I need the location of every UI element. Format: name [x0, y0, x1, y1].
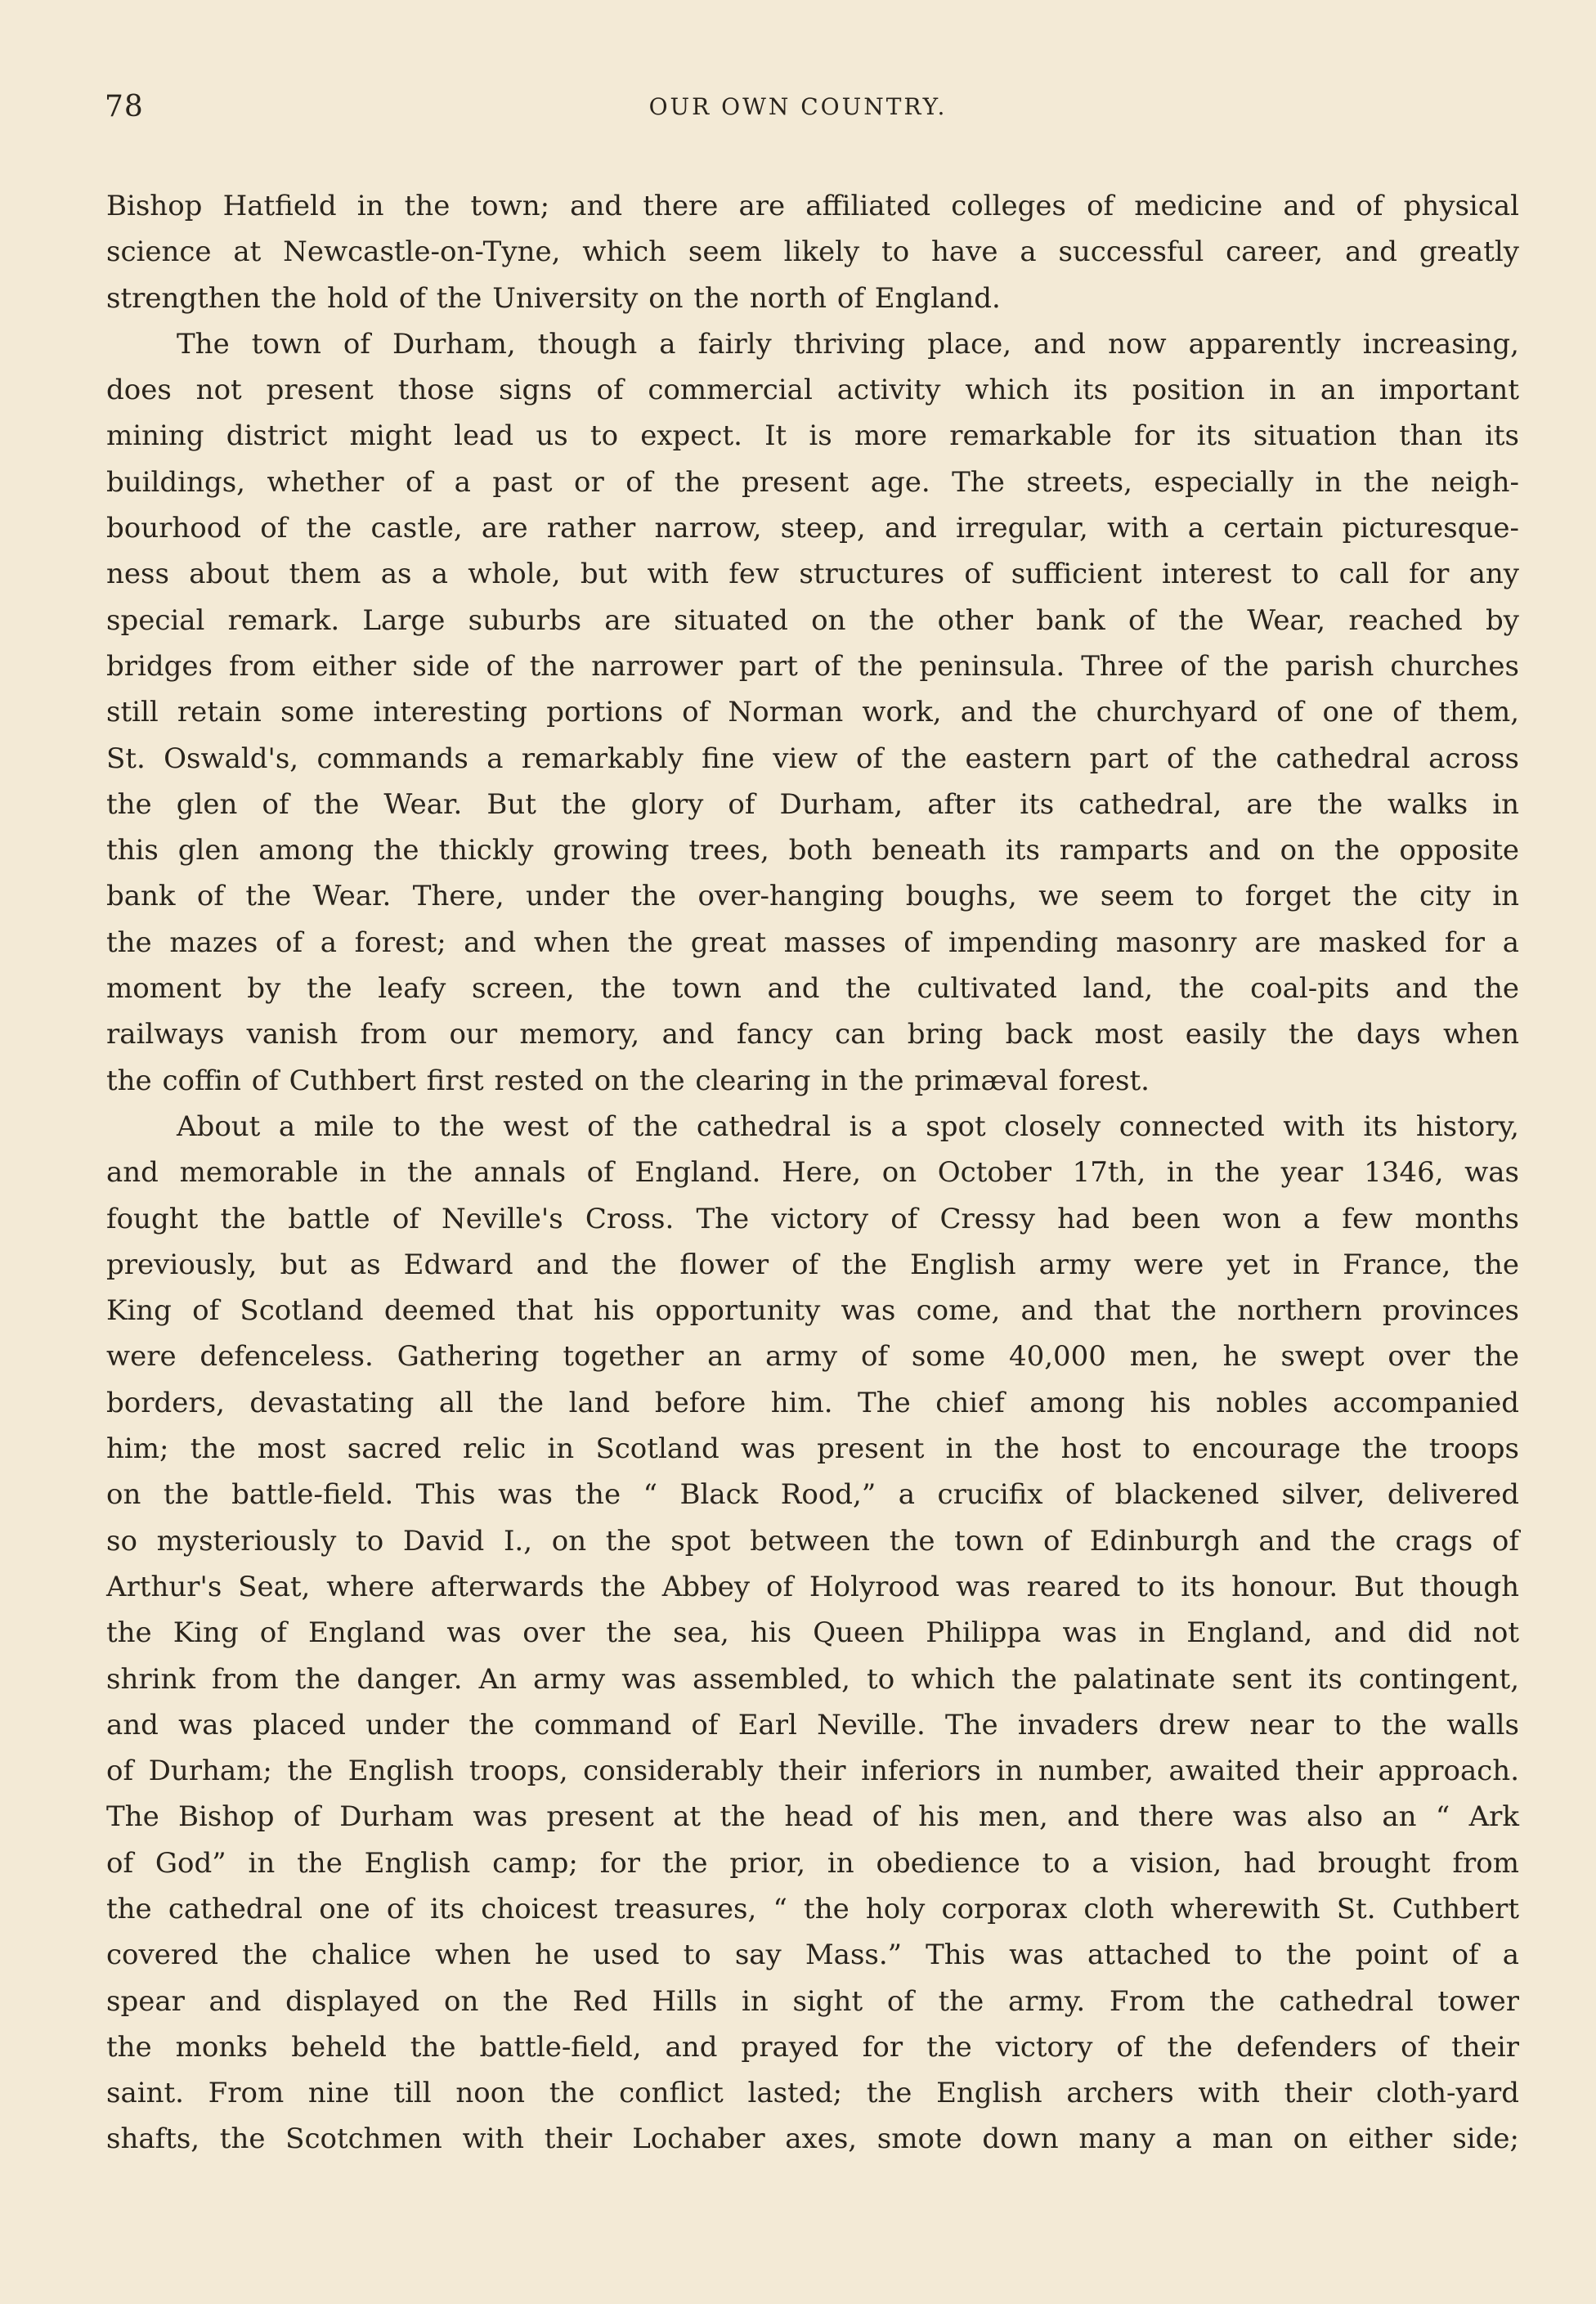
text-line: special remark. Large suburbs are situated on the other bank of the Wear, reached by: [106, 603, 1519, 637]
text-line: the coffin of Cuthbert first rested on the clearing in the primæval forest.: [106, 1064, 1150, 1097]
text-line: shrink from the danger. An army was assembled, to which the palatinate sent its contingent,: [106, 1662, 1519, 1696]
text-line: him; the most sacred relic in Scotland was present in the host to encourage the troops: [106, 1432, 1519, 1466]
text-line: of God” in the English camp; for the prior, in obedience to a vision, had brought from: [106, 1846, 1519, 1880]
text-line: buildings, whether of a past or of the present age. The streets, especially in the neigh-: [106, 465, 1519, 499]
text-line: the glen of the Wear. But the glory of Durham, after its cathedral, are the walks in: [106, 787, 1519, 821]
running-head: OUR OWN COUNTRY.: [648, 93, 948, 120]
text-line: bridges from either side of the narrower part of the peninsula. Three of the parish churches: [106, 649, 1519, 683]
text-line: on the battle-field. This was the “ Black Rood,” a crucifix of blackened silver, delivered: [106, 1478, 1519, 1512]
text-line: ness about them as a whole, but with few structures of sufficient interest to call for any: [106, 558, 1519, 591]
text-line: borders, devastating all the land before him. The chief among his nobles accompanied: [106, 1386, 1519, 1419]
text-line: does not present those signs of commercial activity which its position in an important: [106, 374, 1519, 407]
text-line: spear and displayed on the Red Hills in sight of the army. From the cathedral tower: [106, 1984, 1519, 2018]
text-line: the cathedral one of its choicest treasures, “ the holy corporax cloth wherewith St. Cuthbert: [106, 1892, 1519, 1925]
page-header: [105, 90, 1491, 139]
text-line: still retain some interesting portions of Norman work, and the churchyard of one of them,: [106, 696, 1519, 729]
text-line: science at Newcastle-on-Tyne, which seem likely to have a successful career, and greatly: [106, 235, 1519, 269]
text-line: The Bishop of Durham was present at the head of his men, and there was also an “ Ark: [106, 1800, 1519, 1834]
text-line: the monks beheld the battle-field, and prayed for the victory of the defenders of their: [106, 2030, 1519, 2064]
text-line: and was placed under the command of Earl Neville. The invaders drew near to the walls: [106, 1708, 1519, 1741]
text-line: saint. From nine till noon the conflict lasted; the English archers with their cloth-yard: [106, 2077, 1519, 2110]
text-line: this glen among the thickly growing trees, both beneath its ramparts and on the opposite: [106, 834, 1519, 867]
text-line: and memorable in the annals of England. Here, on October 17th, in the year 1346, was: [106, 1156, 1519, 1190]
page-number: 78: [105, 90, 144, 123]
text-line: moment by the leafy screen, the town and the cultivated land, the coal-pits and the: [106, 972, 1519, 1006]
text-line: Bishop Hatfield in the town; and there are affiliated colleges of medicine and of physical: [106, 190, 1519, 222]
text-line: King of Scotland deemed that his opportunity was come, and that the northern provinces: [106, 1294, 1519, 1328]
text-line: the mazes of a forest; and when the great masses of impending masonry are masked for a: [106, 926, 1519, 959]
text-line: so mysteriously to David I., on the spot between the town of Edinburgh and the crags of: [106, 1524, 1519, 1558]
text-line: The town of Durham, though a fairly thriving place, and now apparently increasing,: [177, 327, 1519, 361]
text-line: St. Oswald's, commands a remarkably fine view of the eastern part of the cathedral across: [106, 742, 1519, 775]
text-line: strengthen the hold of the University on the north of England.: [106, 281, 1001, 315]
text-line: Arthur's Seat, where afterwards the Abbey of Holyrood was reared to its honour. But though: [106, 1570, 1519, 1603]
text-line: railways vanish from our memory, and fancy can bring back most easily the days when: [106, 1018, 1519, 1051]
text-line: were defenceless. Gathering together an army of some 40,000 men, he swept over the: [106, 1340, 1519, 1374]
text-line: covered the chalice when he used to say Mass.” This was attached to the point of a: [106, 1939, 1519, 1972]
body-text: [106, 183, 1519, 2163]
text-line: the King of England was over the sea, his Queen Philippa was in England, and did not: [106, 1616, 1519, 1650]
text-line: bank of the Wear. There, under the over-hanging boughs, we seem to forget the city in: [106, 880, 1519, 913]
text-line: bourhood of the castle, are rather narrow, steep, and irregular, with a certain picturesque-: [106, 512, 1519, 545]
text-line: mining district might lead us to expect. It is more remarkable for its situation than its: [106, 419, 1519, 453]
text-line: previously, but as Edward and the flower of the English army were yet in France, the: [106, 1248, 1519, 1281]
text-line: About a mile to the west of the cathedral is a spot closely connected with its history,: [177, 1109, 1519, 1143]
text-line: fought the battle of Neville's Cross. The victory of Cressy had been won a few months: [106, 1202, 1519, 1235]
text-line: shafts, the Scotchmen with their Lochaber axes, smote down many a man on either side;: [106, 2122, 1519, 2156]
text-line: of Durham; the English troops, considerably their inferiors in number, awaited their approach.: [106, 1755, 1519, 1788]
